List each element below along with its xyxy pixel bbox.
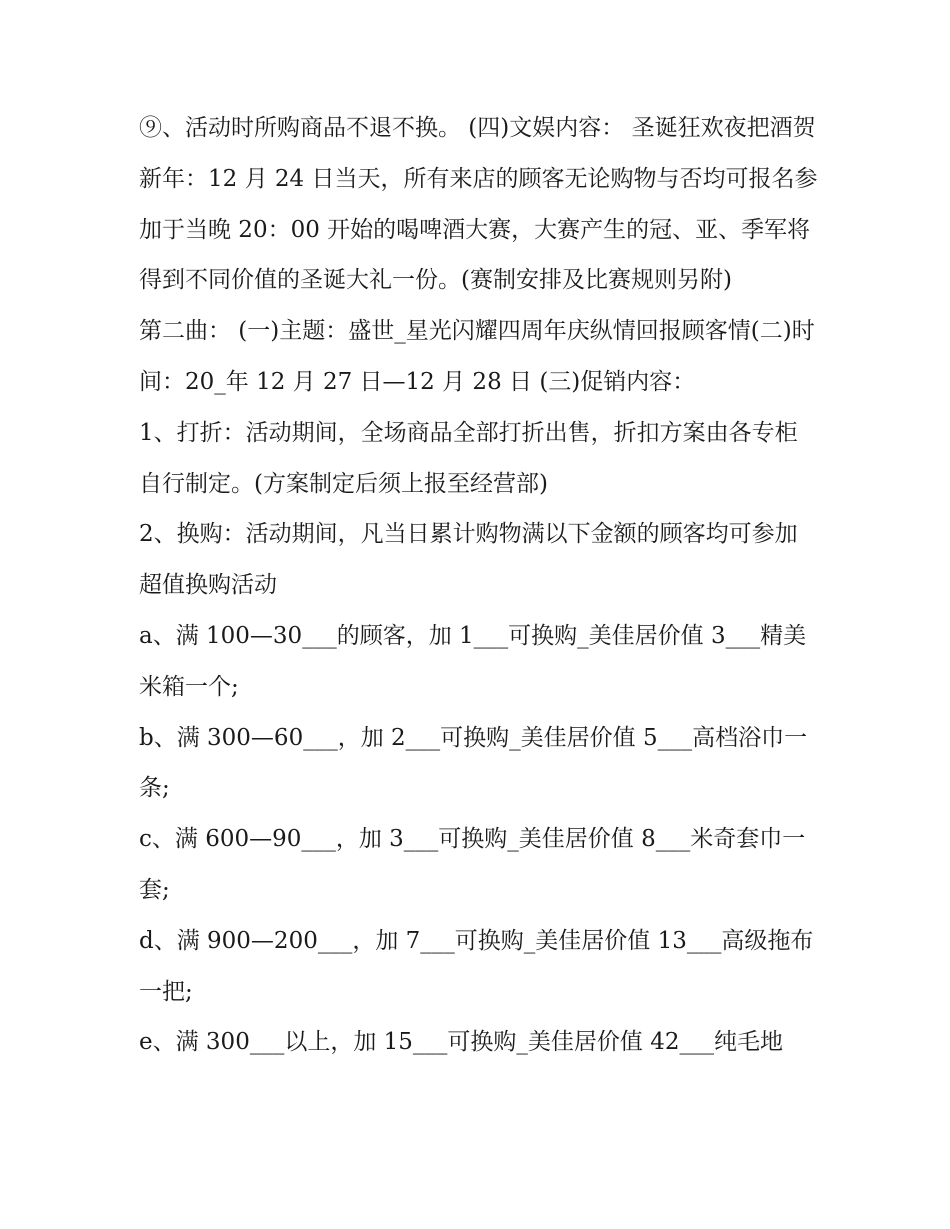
list-item-a: a、满 100—30___的顾客，加 1___可换购_美佳居价值 3___精美米箱一个;: [139, 622, 807, 700]
paragraph-second-theme: 第二曲： (一)主题：盛世_星光闪耀四周年庆纵情回报顾客情(二)时间：20_年 12 月 27 日—12 月 28 日 (三)促销内容：: [139, 318, 815, 395]
list-item-c: c、满 600—90___，加 3___可换购_美佳居价值 8___米奇套巾一套;: [139, 826, 806, 903]
list-item-b: b、满 300—60___，加 2___可换购_美佳居价值 5___高档浴巾一条;: [139, 724, 808, 802]
list-item-e: e、满 300___以上，加 15___可换购_美佳居价值 42___纯毛地: [139, 1029, 783, 1056]
paragraph-exchange: 2、换购：活动期间，凡当日累计购物满以下金额的顾客均可参加超值换购活动: [139, 521, 798, 599]
paragraph-entertainment: ⑨、活动时所购商品不退不换。 (四)文娱内容： 圣诞狂欢夜把酒贺新年：12 月 24 日当天，所有来店的顾客无论购物与否均可报名参加于当晚 20：00 开始的喝啤酒大赛，大赛产生的冠、亚、季军将得到不同价值的圣诞大礼一份。(赛制安排及比赛规则另附): [139, 115, 818, 294]
paragraph-discount: 1、打折：活动期间，全场商品全部打折出售，折扣方案由各专柜自行制定。(方案制定后须上报至经营部): [139, 419, 798, 497]
document-body: [139, 103, 819, 1068]
list-item-d: d、满 900—200___，加 7___可换购_美佳居价值 13___高级拖布一把;: [139, 927, 814, 1005]
